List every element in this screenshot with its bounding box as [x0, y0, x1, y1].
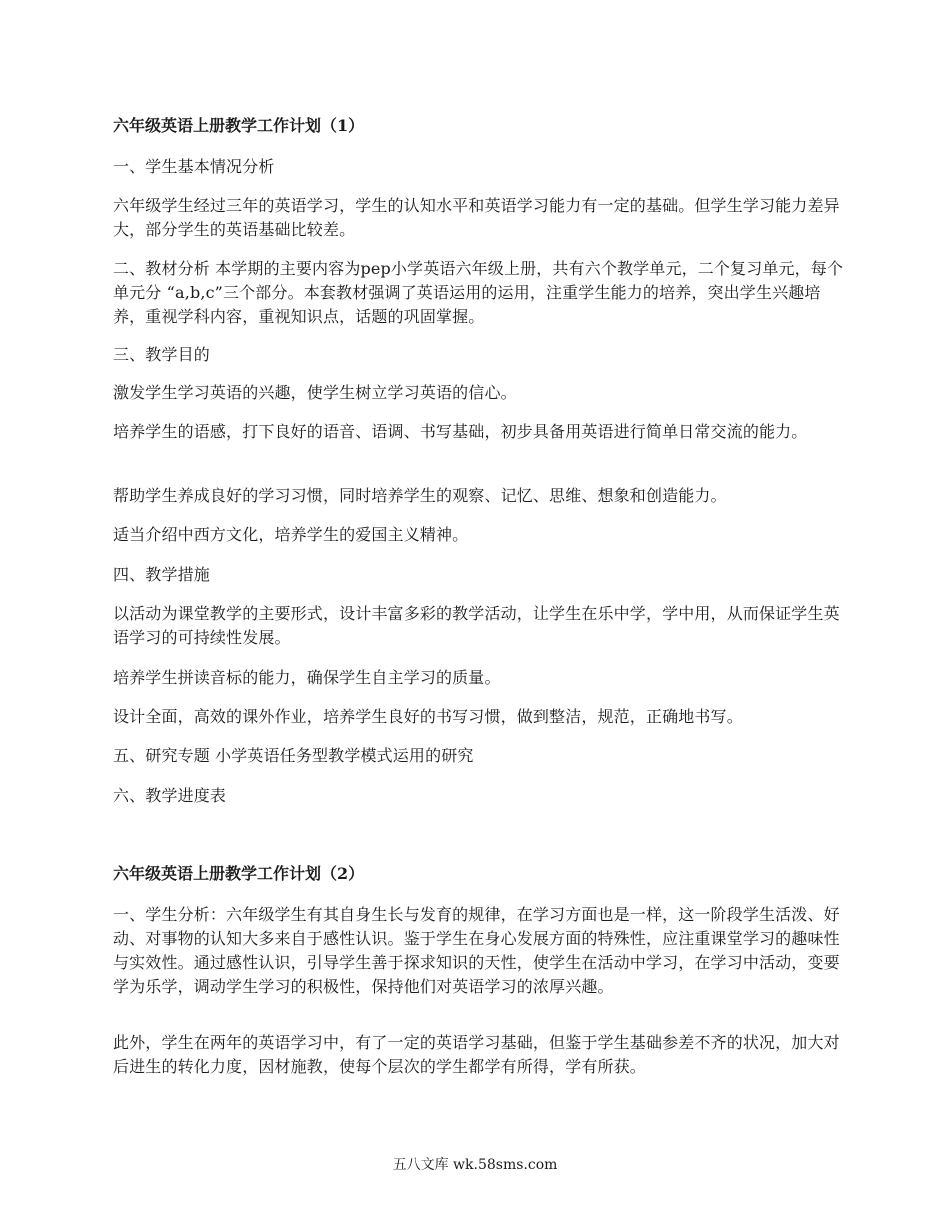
section-1-paragraph-student-analysis: 六年级学生经过三年的英语学习，学生的认知水平和英语学习能力有一定的基础。但学生学习能力差异大，部分学生的英语基础比较差。	[113, 196, 840, 239]
section-1-goal-1: 激发学生学习英语的兴趣，使学生树立学习英语的信心。	[113, 383, 517, 402]
section-1-goal-2: 培养学生的语感，打下良好的语音、语调、书写基础，初步具备用英语进行简单日常交流的能力。	[113, 422, 808, 441]
section-1-heading-teaching-goals: 三、教学目的	[113, 345, 210, 364]
section-1-paragraph-textbook-analysis: 二、教材分析 本学期的主要内容为pep小学英语六年级上册，共有六个教学单元，二个复习单元，每个单元分 “a,b,c”三个部分。本套教材强调了英语运用的运用，注重学生能力的培养，突出学生兴趣培养，重视学科内容，重视知识点，话题的巩固掌握。	[113, 259, 844, 326]
section-1-measure-1: 以活动为课堂教学的主要形式，设计丰富多彩的教学活动，让学生在乐中学，学中用，从而保证学生英语学习的可持续性发展。	[113, 604, 840, 647]
section-1-heading-student-analysis: 一、学生基本情况分析	[113, 157, 275, 176]
section-1-heading-research-topic: 五、研究专题 小学英语任务型教学模式运用的研究	[113, 746, 474, 765]
section-1-measure-3: 设计全面，高效的课外作业，培养学生良好的书写习惯，做到整洁，规范，正确地书写。	[113, 707, 743, 726]
section-1-goal-4: 适当介绍中西方文化，培养学生的爱国主义精神。	[113, 525, 469, 544]
section-1-title: 六年级英语上册教学工作计划（1）	[113, 116, 365, 135]
section-2-paragraph-additional: 此外，学生在两年的英语学习中，有了一定的英语学习基础，但鉴于学生基础参差不齐的状况，加大对后进生的转化力度，因材施教，使每个层次的学生都学有所得，学有所获。	[113, 1033, 840, 1076]
section-1-heading-teaching-measures: 四、教学措施	[113, 565, 210, 584]
section-2-paragraph-student-analysis: 一、学生分析：六年级学生有其自身生长与发育的规律，在学习方面也是一样，这一阶段学生活泼、好动、对事物的认知大多来自于感性认识。鉴于学生在身心发展方面的特殊性，应注重课堂学习的趣味性与实效性。通过感性认识，引导学生善于探求知识的天性，使学生在活动中学习，在学习中活动，变要学为乐学，调动学生学习的积极性，保持他们对英语学习的浓厚兴趣。	[113, 905, 840, 996]
section-1-heading-schedule: 六、教学进度表	[113, 786, 227, 805]
section-2-title: 六年级英语上册教学工作计划（2）	[113, 864, 365, 883]
section-1-measure-2: 培养学生拼读音标的能力，确保学生自主学习的质量。	[113, 668, 501, 687]
footer-watermark: 五八文库 wk.58sms.com	[392, 1157, 558, 1173]
section-1-goal-3: 帮助学生养成良好的学习习惯，同时培养学生的观察、记忆、思维、想象和创造能力。	[113, 486, 727, 505]
